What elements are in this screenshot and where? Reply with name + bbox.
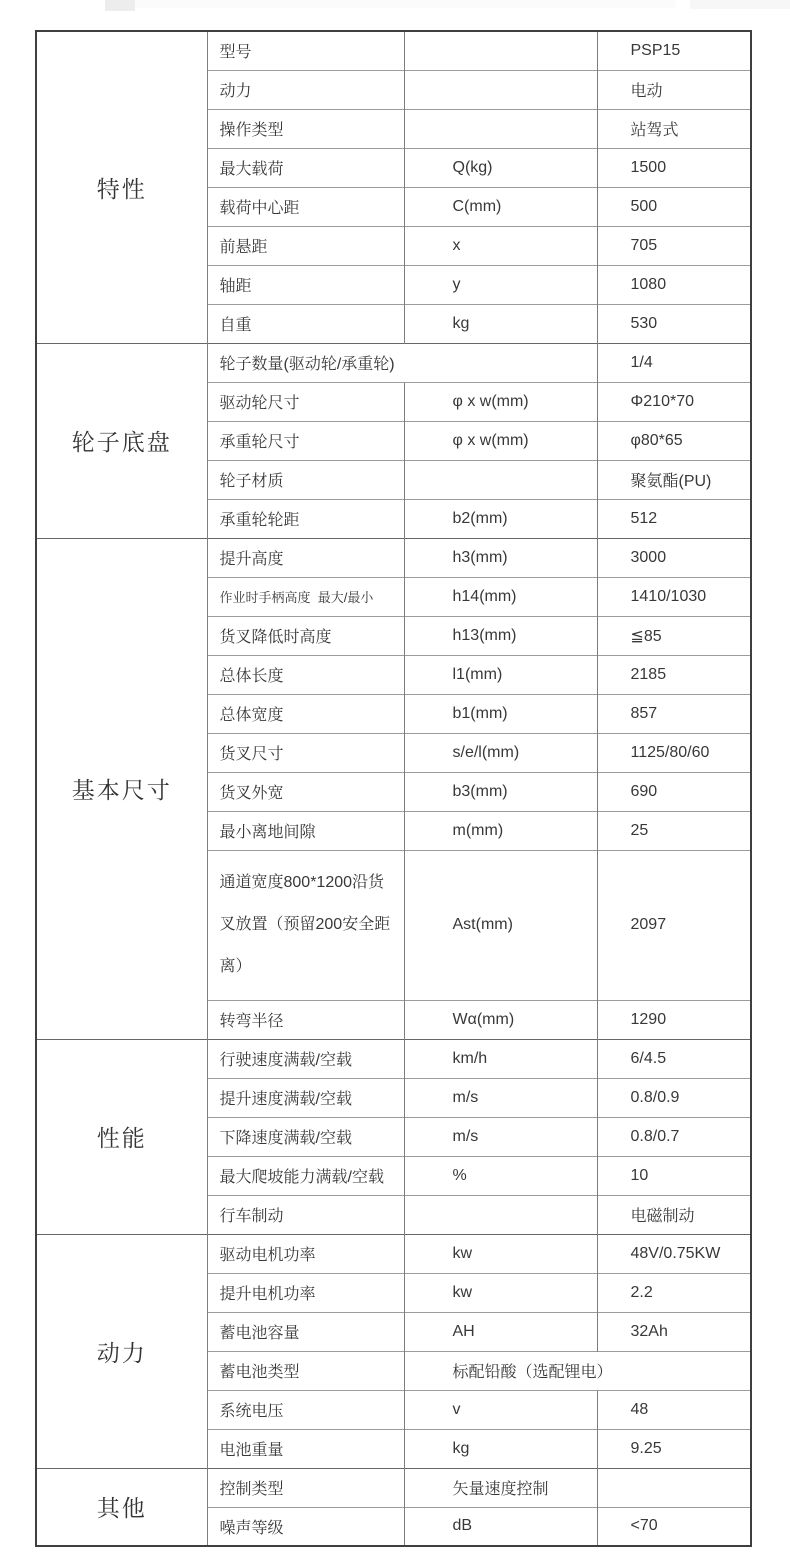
table-row xyxy=(36,1234,751,1273)
spec-label: 轮子数量(驱动轮/承重轮) xyxy=(207,343,597,382)
spec-label: 行车制动 xyxy=(207,1195,404,1234)
spec-symbol: Ast(mm) xyxy=(404,850,597,1000)
spec-value: ≦85 xyxy=(597,616,751,655)
spec-label: 型号 xyxy=(207,31,404,70)
table-row xyxy=(36,31,751,70)
top-artifact-strip xyxy=(115,0,675,8)
spec-symbol: h14(mm) xyxy=(404,577,597,616)
spec-symbol: kw xyxy=(404,1234,597,1273)
spec-label: 转弯半径 xyxy=(207,1000,404,1039)
spec-label: 承重轮尺寸 xyxy=(207,421,404,460)
spec-label: 货叉降低时高度 xyxy=(207,616,404,655)
spec-value: φ80*65 xyxy=(597,421,751,460)
spec-value: Φ210*70 xyxy=(597,382,751,421)
spec-value: 1290 xyxy=(597,1000,751,1039)
spec-value: 1080 xyxy=(597,265,751,304)
spec-value: 690 xyxy=(597,772,751,811)
spec-label: 电池重量 xyxy=(207,1429,404,1468)
spec-value: 530 xyxy=(597,304,751,343)
spec-value: 705 xyxy=(597,226,751,265)
spec-label: 自重 xyxy=(207,304,404,343)
spec-label: 噪声等级 xyxy=(207,1507,404,1546)
spec-section xyxy=(36,31,751,343)
table-row xyxy=(36,1468,751,1507)
spec-value: 站驾式 xyxy=(597,109,751,148)
spec-label: 轴距 xyxy=(207,265,404,304)
spec-label: 控制类型 xyxy=(207,1468,404,1507)
spec-label: 提升电机功率 xyxy=(207,1273,404,1312)
spec-value: 0.8/0.9 xyxy=(597,1078,751,1117)
spec-symbol: v xyxy=(404,1390,597,1429)
spec-label: 驱动轮尺寸 xyxy=(207,382,404,421)
spec-symbol: x xyxy=(404,226,597,265)
spec-value: <70 xyxy=(597,1507,751,1546)
spec-label: 系统电压 xyxy=(207,1390,404,1429)
spec-label: 作业时手柄高度 最大/最小 xyxy=(207,577,404,616)
spec-label: 动力 xyxy=(207,70,404,109)
spec-symbol xyxy=(404,31,597,70)
spec-value: 聚氨酯(PU) xyxy=(597,460,751,499)
spec-label: 货叉尺寸 xyxy=(207,733,404,772)
spec-value: 25 xyxy=(597,811,751,850)
spec-value: 9.25 xyxy=(597,1429,751,1468)
spec-symbol: φ x w(mm) xyxy=(404,382,597,421)
spec-symbol: Q(kg) xyxy=(404,148,597,187)
table-row xyxy=(36,1039,751,1078)
spec-label: 行驶速度满载/空载 xyxy=(207,1039,404,1078)
spec-symbol: km/h xyxy=(404,1039,597,1078)
spec-label: 货叉外宽 xyxy=(207,772,404,811)
spec-value: 1125/80/60 xyxy=(597,733,751,772)
top-artifact-box xyxy=(105,0,135,11)
spec-label: 驱动电机功率 xyxy=(207,1234,404,1273)
spec-label: 蓄电池类型 xyxy=(207,1351,404,1390)
spec-label: 最大爬坡能力满载/空载 xyxy=(207,1156,404,1195)
spec-symbol xyxy=(404,460,597,499)
spec-value xyxy=(597,1468,751,1507)
spec-section xyxy=(36,1234,751,1468)
spec-value: 电动 xyxy=(597,70,751,109)
spec-symbol: b2(mm) xyxy=(404,499,597,538)
spec-value: 6/4.5 xyxy=(597,1039,751,1078)
spec-label: 最小离地间隙 xyxy=(207,811,404,850)
spec-symbol: Wα(mm) xyxy=(404,1000,597,1039)
spec-value: 500 xyxy=(597,187,751,226)
spec-label: 总体长度 xyxy=(207,655,404,694)
spec-symbol: m(mm) xyxy=(404,811,597,850)
spec-symbol: dB xyxy=(404,1507,597,1546)
spec-value: 48 xyxy=(597,1390,751,1429)
spec-label: 下降速度满载/空载 xyxy=(207,1117,404,1156)
spec-value: 2.2 xyxy=(597,1273,751,1312)
top-artifact-strip-right xyxy=(690,0,790,9)
spec-symbol xyxy=(404,109,597,148)
spec-symbol: C(mm) xyxy=(404,187,597,226)
spec-section xyxy=(36,538,751,1039)
section-label: 其他 xyxy=(36,1468,207,1546)
spec-value: 3000 xyxy=(597,538,751,577)
spec-symbol: AH xyxy=(404,1312,597,1351)
spec-value: 512 xyxy=(597,499,751,538)
spec-section xyxy=(36,1468,751,1546)
spec-label: 总体宽度 xyxy=(207,694,404,733)
spec-section xyxy=(36,1039,751,1234)
spec-symbol: l1(mm) xyxy=(404,655,597,694)
spec-symbol: kg xyxy=(404,304,597,343)
spec-symbol: kg xyxy=(404,1429,597,1468)
spec-value: 48V/0.75KW xyxy=(597,1234,751,1273)
spec-value: 2097 xyxy=(597,850,751,1000)
spec-symbol: h3(mm) xyxy=(404,538,597,577)
section-label: 动力 xyxy=(36,1234,207,1468)
spec-label: 操作类型 xyxy=(207,109,404,148)
spec-symbol: b3(mm) xyxy=(404,772,597,811)
spec-label: 提升高度 xyxy=(207,538,404,577)
spec-symbol: s/e/l(mm) xyxy=(404,733,597,772)
spec-symbol: φ x w(mm) xyxy=(404,421,597,460)
spec-label: 载荷中心距 xyxy=(207,187,404,226)
spec-symbol: 矢量速度控制 xyxy=(404,1468,597,1507)
spec-value: 标配铅酸（选配锂电） xyxy=(404,1351,751,1390)
spec-label: 蓄电池容量 xyxy=(207,1312,404,1351)
spec-symbol: m/s xyxy=(404,1117,597,1156)
spec-section xyxy=(36,343,751,538)
spec-label: 轮子材质 xyxy=(207,460,404,499)
spec-label: 最大载荷 xyxy=(207,148,404,187)
spec-symbol: y xyxy=(404,265,597,304)
spec-value: 10 xyxy=(597,1156,751,1195)
spec-symbol: h13(mm) xyxy=(404,616,597,655)
spec-value: 857 xyxy=(597,694,751,733)
spec-label: 前悬距 xyxy=(207,226,404,265)
spec-symbol: m/s xyxy=(404,1078,597,1117)
spec-symbol: kw xyxy=(404,1273,597,1312)
section-label: 轮子底盘 xyxy=(36,343,207,538)
spec-symbol: % xyxy=(404,1156,597,1195)
spec-value: PSP15 xyxy=(597,31,751,70)
spec-symbol xyxy=(404,1195,597,1234)
spec-label: 提升速度满载/空载 xyxy=(207,1078,404,1117)
spec-value: 电磁制动 xyxy=(597,1195,751,1234)
table-row xyxy=(36,538,751,577)
spec-value: 1500 xyxy=(597,148,751,187)
spec-label: 通道宽度800*1200沿货叉放置（预留200安全距离） xyxy=(207,850,404,1000)
spec-table xyxy=(35,30,752,1547)
section-label: 性能 xyxy=(36,1039,207,1234)
spec-symbol: b1(mm) xyxy=(404,694,597,733)
section-label: 基本尺寸 xyxy=(36,538,207,1039)
spec-value: 32Ah xyxy=(597,1312,751,1351)
spec-symbol xyxy=(404,70,597,109)
section-label: 特性 xyxy=(36,31,207,343)
spec-value: 1410/1030 xyxy=(597,577,751,616)
spec-value: 0.8/0.7 xyxy=(597,1117,751,1156)
spec-value: 2185 xyxy=(597,655,751,694)
table-row xyxy=(36,343,751,382)
spec-label: 承重轮轮距 xyxy=(207,499,404,538)
spec-value: 1/4 xyxy=(597,343,751,382)
